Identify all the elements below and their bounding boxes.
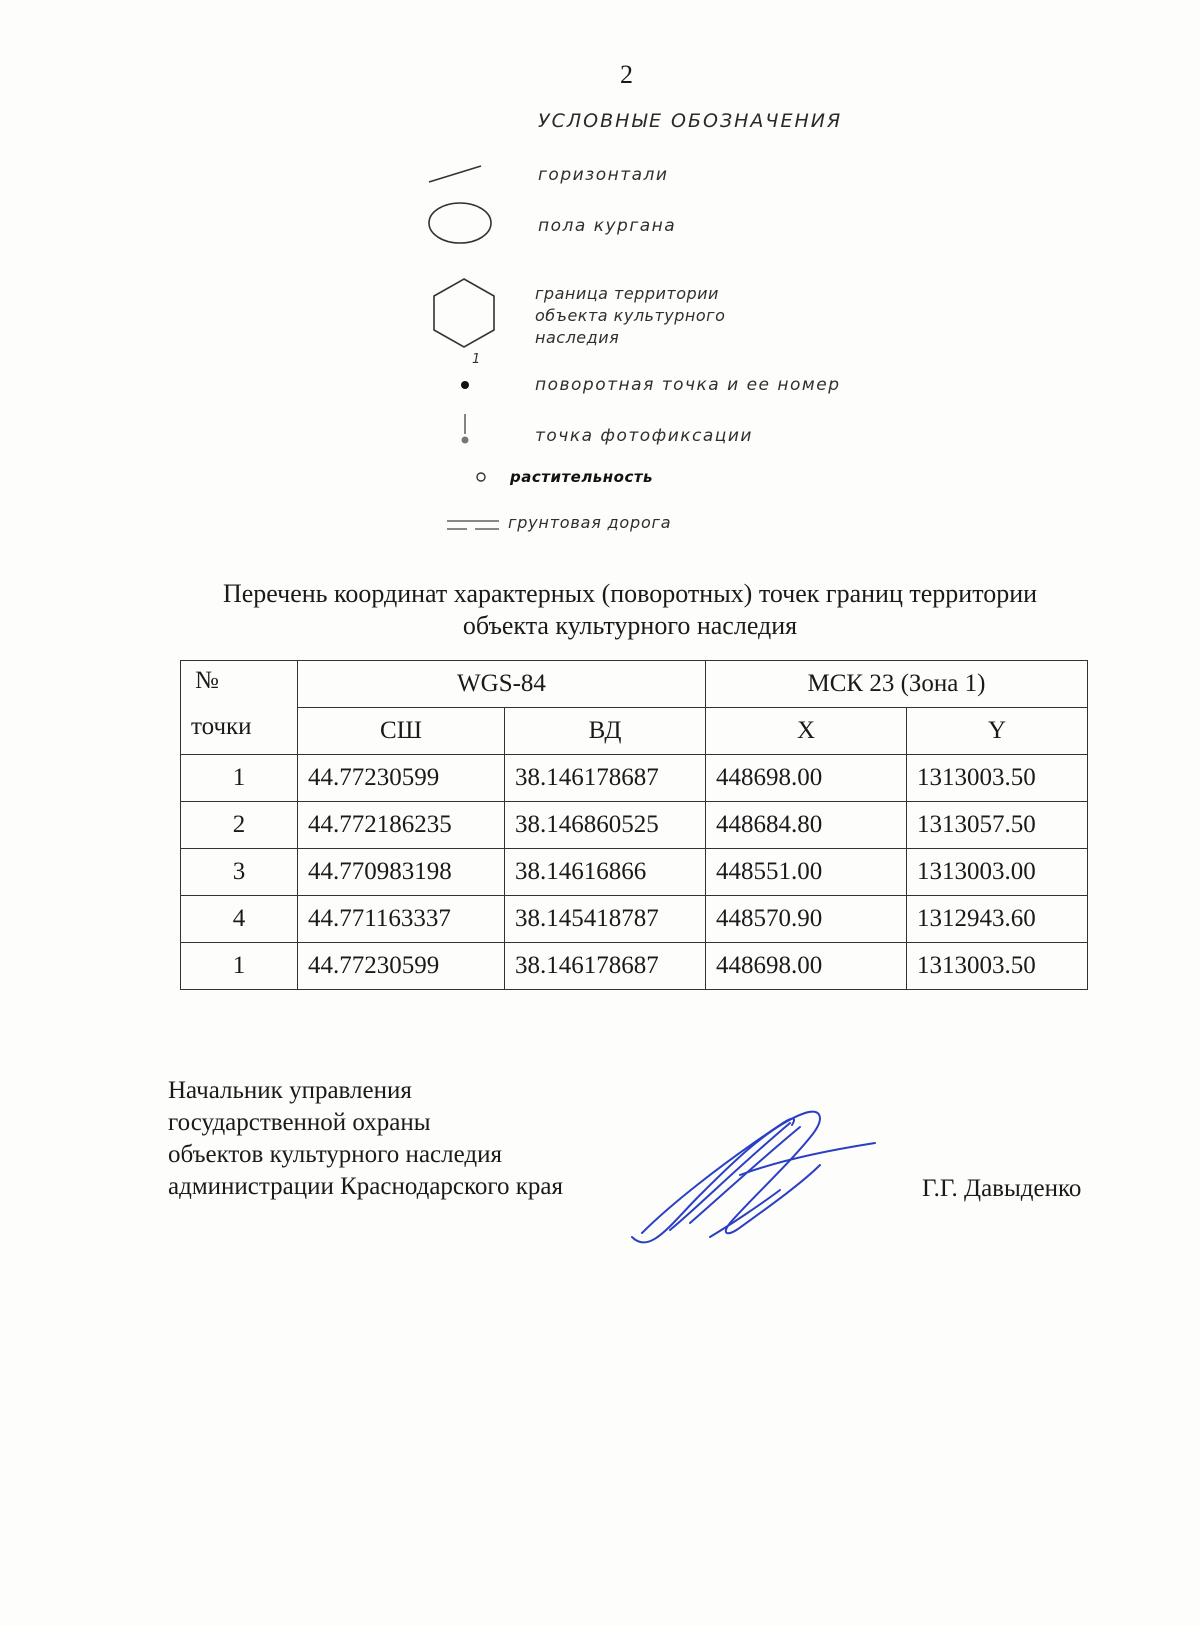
cell-y: 1313003.00 bbox=[907, 849, 1088, 896]
legend-label-turning-point: поворотная точка и ее номер bbox=[535, 375, 841, 395]
cell-x: 448698.00 bbox=[706, 943, 907, 990]
header-col-y: Y bbox=[907, 708, 1088, 755]
cell-point: 1 bbox=[181, 755, 298, 802]
signatory-line-1: Начальник управления bbox=[168, 1077, 412, 1104]
legend-boundary-line-2: объекта культурного bbox=[535, 306, 726, 325]
cell-lon: 38.146178687 bbox=[505, 943, 706, 990]
cell-point: 2 bbox=[181, 802, 298, 849]
cell-lon: 38.14616866 bbox=[505, 849, 706, 896]
header-num-word: точки bbox=[191, 713, 252, 740]
legend-title: УСЛОВНЫЕ ОБОЗНАЧЕНИЯ bbox=[538, 110, 843, 132]
cell-x: 448551.00 bbox=[706, 849, 907, 896]
table-header-row-2 bbox=[181, 708, 1088, 755]
cell-point: 1 bbox=[181, 943, 298, 990]
table-header-row-1 bbox=[181, 661, 1088, 708]
cell-lat: 44.77230599 bbox=[298, 755, 505, 802]
cell-x: 448570.90 bbox=[706, 896, 907, 943]
signatory-title bbox=[168, 1075, 563, 1203]
legend-label-dirt-road: грунтовая дорога bbox=[508, 513, 672, 532]
legend-label-contours: горизонтали bbox=[538, 165, 669, 185]
cell-point: 4 bbox=[181, 896, 298, 943]
cell-lon: 38.145418787 bbox=[505, 896, 706, 943]
cell-y: 1313057.50 bbox=[907, 802, 1088, 849]
cell-lat: 44.770983198 bbox=[298, 849, 505, 896]
cell-lon: 38.146860525 bbox=[505, 802, 706, 849]
table-row bbox=[181, 802, 1088, 849]
cell-lat: 44.77230599 bbox=[298, 943, 505, 990]
table-row bbox=[181, 755, 1088, 802]
ellipse-icon bbox=[425, 200, 495, 246]
signatory-line-3: объектов культурного наследия bbox=[168, 1141, 502, 1168]
header-col-lat: СШ bbox=[298, 708, 505, 755]
legend-boundary-line-3: наследия bbox=[535, 328, 620, 347]
cell-lon: 38.146178687 bbox=[505, 755, 706, 802]
header-point-number bbox=[181, 661, 298, 755]
cell-y: 1313003.50 bbox=[907, 943, 1088, 990]
legend-boundary-line-1: граница территории bbox=[535, 284, 719, 303]
contour-line-icon bbox=[425, 162, 485, 186]
header-wgs84: WGS-84 bbox=[298, 661, 706, 708]
signatory-name: Г.Г. Давыденко bbox=[922, 1175, 1082, 1202]
photo-point-icon bbox=[455, 412, 475, 448]
header-num-sign: № bbox=[195, 667, 219, 694]
legend-label-boundary bbox=[535, 283, 725, 349]
table-title bbox=[150, 578, 1110, 642]
cell-lat: 44.771163337 bbox=[298, 896, 505, 943]
turning-point-icon bbox=[455, 375, 475, 395]
vegetation-circle-icon bbox=[474, 470, 488, 484]
header-col-x: X bbox=[706, 708, 907, 755]
table-row bbox=[181, 849, 1088, 896]
hexagon-icon bbox=[428, 275, 500, 355]
header-col-lon: ВД bbox=[505, 708, 706, 755]
turning-point-number: 1 bbox=[472, 352, 481, 367]
legend-label-kurgan-floor: пола кургана bbox=[538, 216, 677, 236]
coordinates-table bbox=[180, 660, 1088, 990]
cell-y: 1313003.50 bbox=[907, 755, 1088, 802]
cell-y: 1312943.60 bbox=[907, 896, 1088, 943]
table-title-line-2: объекта культурного наследия bbox=[462, 611, 798, 640]
header-msk23: МСК 23 (Зона 1) bbox=[706, 661, 1088, 708]
page-number: 2 bbox=[620, 60, 633, 89]
cell-x: 448698.00 bbox=[706, 755, 907, 802]
table-row bbox=[181, 896, 1088, 943]
cell-point: 3 bbox=[181, 849, 298, 896]
legend-label-vegetation: растительность bbox=[510, 468, 654, 486]
handwritten-signature bbox=[630, 1105, 910, 1255]
cell-lat: 44.772186235 bbox=[298, 802, 505, 849]
legend-label-photo-point: точка фотофиксации bbox=[535, 426, 753, 446]
signatory-line-2: государственной охраны bbox=[168, 1109, 431, 1136]
cell-x: 448684.80 bbox=[706, 802, 907, 849]
signatory-line-4: администрации Краснодарского края bbox=[168, 1173, 564, 1200]
dirt-road-icon bbox=[445, 517, 501, 533]
table-title-line-1: Перечень координат характерных (поворотных) точек границ территории bbox=[222, 579, 1038, 608]
table-row bbox=[181, 943, 1088, 990]
